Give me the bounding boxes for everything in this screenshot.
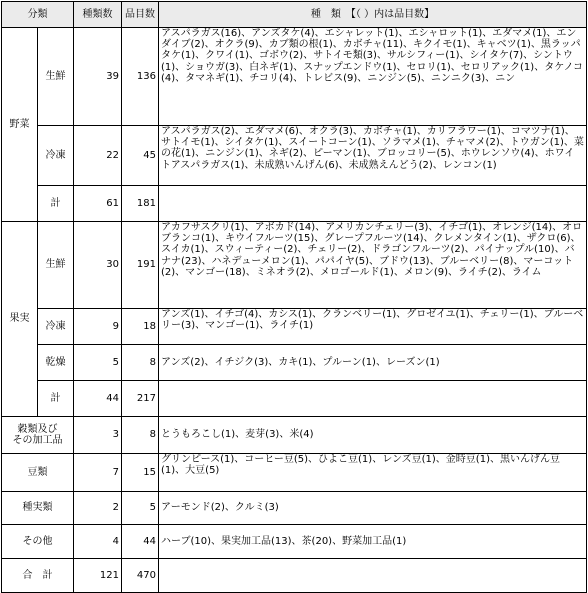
fruits-frozen-row: [2, 309, 587, 345]
beans-kinds: 7: [74, 454, 122, 492]
fruits-fresh-items: 191: [122, 222, 159, 309]
nuts-kinds: 2: [74, 492, 122, 525]
fruits-dried-label: 乾燥: [38, 345, 74, 381]
nuts-label: 種実類: [2, 492, 74, 525]
beans-detail: グリンピース(1)、コーヒー豆(5)、ひよこ豆(1)、レンズ豆(1)、金時豆(1)、黒いんげん豆(1)、大豆(5): [159, 454, 587, 492]
vegetables-fresh-kinds: 39: [74, 28, 122, 126]
others-items: 44: [122, 525, 159, 559]
header-detail: 種 類 【（ ）内は品目数】: [159, 2, 587, 28]
vegetables-fresh-items: 136: [122, 28, 159, 126]
vegetables-total-items: 181: [122, 186, 159, 222]
grains-items: 8: [122, 417, 159, 454]
grand-total-label: 合 計: [2, 559, 74, 593]
grand-total-detail: [159, 559, 587, 593]
vegetables-label: 野菜: [2, 28, 38, 222]
nuts-items: 5: [122, 492, 159, 525]
vegetables-frozen-kinds: 22: [74, 126, 122, 186]
fruits-total-label: 計: [38, 381, 74, 417]
fruits-total-detail: [159, 381, 587, 417]
others-detail: ハーブ(10)、果実加工品(13)、茶(20)、野菜加工品(1): [159, 525, 587, 559]
grand-total-kinds: 121: [74, 559, 122, 593]
fruits-total-items: 217: [122, 381, 159, 417]
vegetables-frozen-items: 45: [122, 126, 159, 186]
vegetables-total-row: [2, 186, 587, 222]
grains-detail: とうもろこし(1)、麦芽(3)、米(4): [159, 417, 587, 454]
fruits-dried-items: 8: [122, 345, 159, 381]
vegetables-total-kinds: 61: [74, 186, 122, 222]
beans-label: 豆類: [2, 454, 74, 492]
fruits-dried-row: [2, 345, 587, 381]
vegetables-fresh-label: 生鮮: [38, 28, 74, 126]
beans-row: [2, 454, 587, 492]
vegetables-frozen-label: 冷凍: [38, 126, 74, 186]
nuts-detail: アーモンド(2)、クルミ(3): [159, 492, 587, 525]
others-kinds: 4: [74, 525, 122, 559]
header-category: 分類: [2, 2, 74, 28]
fruits-fresh-detail: アカフサスクリ(1)、アボカド(14)、アメリカンチェリー(3)、イチゴ(1)、オレンジ(14)、オロブランコ(1)、キウイフルーツ(15)、グレープフルーツ(14)、クレメンタイン(1)、ザクロ(6)、スイカ(1)、スウィーティー(2)、チェリー(2)、ドラゴンフルーツ(2)、パイナップル(10)、バナナ(23)、ハネデューメロン(1)、パパイヤ(5)、ブドウ(13)、ブルーベリー(8)、マーコット(2)、マンゴー(18)、ミネオラ(2)、メロゴールド(1)、メロン(9)、ライチ(2)、ライム: [159, 222, 587, 309]
fruits-dried-detail: アンズ(2)、イチジク(3)、カキ(1)、プルーン(1)、レーズン(1): [159, 345, 587, 381]
import-items-table: [1, 1, 587, 593]
fruits-frozen-kinds: 9: [74, 309, 122, 345]
beans-items: 15: [122, 454, 159, 492]
grains-row: [2, 417, 587, 454]
grains-label: 穀類及び その加工品: [2, 417, 74, 454]
fruits-frozen-label: 冷凍: [38, 309, 74, 345]
vegetables-frozen-detail: アスパラガス(2)、エダマメ(6)、オクラ(3)、カボチャ(1)、カリフラワー(1)、コマツナ(1)、サトイモ(1)、シイタケ(1)、スイートコーン(1)、ソラマメ(1)、チャマメ(2)、トウガン(1)、菜の花(1)、ニンジン(1)、ネギ(2)、ピーマン(1)、ブロッコリー(5)、ホウレンソウ(4)、ホワイトアスパラガス(1)、未成熟いんげん(6)、未成熟えんどう(2)、レンコン(1): [159, 126, 587, 186]
header-items: 品目数: [122, 2, 159, 28]
others-label: その他: [2, 525, 74, 559]
vegetables-total-label: 計: [38, 186, 74, 222]
fruits-label: 果実: [2, 222, 38, 417]
fruits-fresh-row: [2, 222, 587, 309]
header-kinds: 種類数: [74, 2, 122, 28]
grand-total-row: [2, 559, 587, 593]
fruits-frozen-items: 18: [122, 309, 159, 345]
fruits-frozen-detail: アンズ(1)、イチゴ(4)、カシス(1)、クランベリー(1)、グロゼイユ(1)、チェリー(1)、ブルーベリー(3)、マンゴー(1)、ライチ(1): [159, 309, 587, 345]
vegetables-fresh-detail: アスパラガス(16)、アンズタケ(4)、エシャレット(1)、エシャロット(1)、エダマメ(1)、エンダイブ(2)、オクラ(9)、カブ類の根(1)、カボチャ(11)、キクイモ(1)、キャベツ(1)、黒ラッパタケ(1)、クワイ(1)、ゴボウ(2)、サトイモ類(3)、サルシフィー(1)、シイタケ(7)、シントウ(1)、ショウガ(3)、白ネギ(1)、スナップエンドウ(1)、セロリ(1)、セロリアック(1)、タケノコ(4)、タマネギ(1)、チコリ(4)、トレビス(9)、ニンジン(5)、ニンニク(3)、ニン: [159, 28, 587, 126]
vegetables-frozen-row: [2, 126, 587, 186]
others-row: [2, 525, 587, 559]
fruits-dried-kinds: 5: [74, 345, 122, 381]
nuts-row: [2, 492, 587, 525]
grains-kinds: 3: [74, 417, 122, 454]
vegetables-fresh-row: [2, 28, 587, 126]
vegetables-total-detail: [159, 186, 587, 222]
header-row: [2, 2, 587, 28]
fruits-fresh-label: 生鮮: [38, 222, 74, 309]
fruits-total-kinds: 44: [74, 381, 122, 417]
fruits-total-row: [2, 381, 587, 417]
grand-total-items: 470: [122, 559, 159, 593]
fruits-fresh-kinds: 30: [74, 222, 122, 309]
